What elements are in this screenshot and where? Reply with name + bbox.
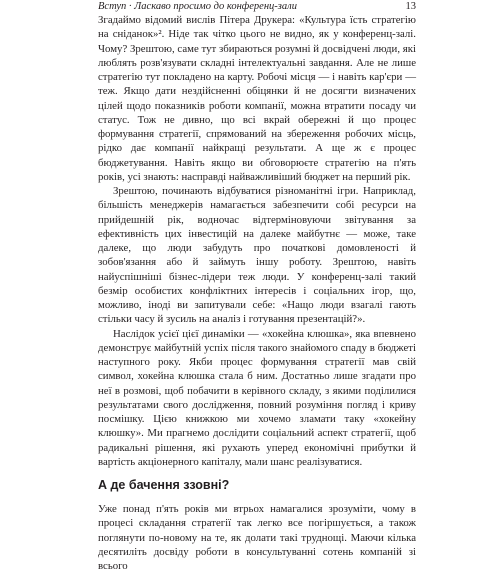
body-text (98, 13, 416, 573)
paragraph-1: Згадаймо відомий вислів Пітера Друкера: «Культура їсть стратегію на сніданок»². Ніде так чітко цього не видно, як у конференц-залі. Чому? Зрештою, саме тут збираються розумні й досвідчені люди, які люблять розв'язувати складні інтелектуальні завдання. Але не лише стратегію тут покладено на карту. Робочі місця — і навіть кар'єри — теж. Якщо дати нездійсненні обіцянки й не досягти визначених цілей щодо показників роботи компанії, можна втратити посаду чи статус. Тож не дивно, що всі вкрай обережні й що процес формування стратегії, спрямований на збереження робочих місць, рідко дає компанії найкращі результати. А ще ж є процес бюджетування. Навіть якщо ви обговорюєте стратегію на п'ять років, усі знають: насправді найважливіший бюджет на перший рік. (98, 14, 416, 183)
paragraph-2: Зрештою, починають відбуватися різноманітні ігри. Наприклад, більшість менеджерів намагається забезпечити собі ресурси на прийдешній рік, водночас відтерміновуючи звітування за ефективність цих інвестицій на далеке майбутнє — може, таке далеке, що люди забудуть про початкові домовленості й зобов'язання або й займуть іншу роботу. Зрештою, навіть найуспішніші бізнес-лідери теж люди. У конференц-залі такий безмір особистих конфліктних інтересів і соціальних ігор, що, можливо, іноді ви запитували себе: «Нащо люди взагалі гають стільки часу й зусиль на аналіз і готування презентацій?». (98, 185, 416, 326)
page-number: 13 (405, 1, 416, 12)
section-heading: А де бачення ззовні? (98, 478, 230, 492)
section-paragraph: Уже понад п'ять років ми втрьох намагалися зрозуміти, чому в процесі складання стратегії так легко все погіршується, а також поглянути по-новому на те, як долати такі труднощі. Маючи кілька десятиліть досвіду роботи в консультуванні сотень компаній зі всього (98, 503, 416, 572)
paragraph-3: Наслідок усієї цієї динаміки — «хокейна клюшка», яка впевнено демонструє майбутній успіх після такого знайомого спаду в бюджеті наступного року. Якби процес формування стратегії мав свій символ, хокейна клюшка стала б ним. Достатньо лише згадати про неї в розмові, щоб побачити в керівного складу, з якими поділилися результатами свого дослідження, повний розуміння погляд і криву посмішку. Цією книжкою ми хочемо зламати таку «хокейну клюшку». Ми прагнемо дослідити соціальний аспект стратегії, щоб радикальні рішення, які рухають уперед економічні прибутки й вартість акціонерного капіталу, мали шанс реалізуватися. (98, 327, 416, 468)
running-title: Вступ · Ласкаво просимо до конференц-зали (98, 1, 297, 12)
